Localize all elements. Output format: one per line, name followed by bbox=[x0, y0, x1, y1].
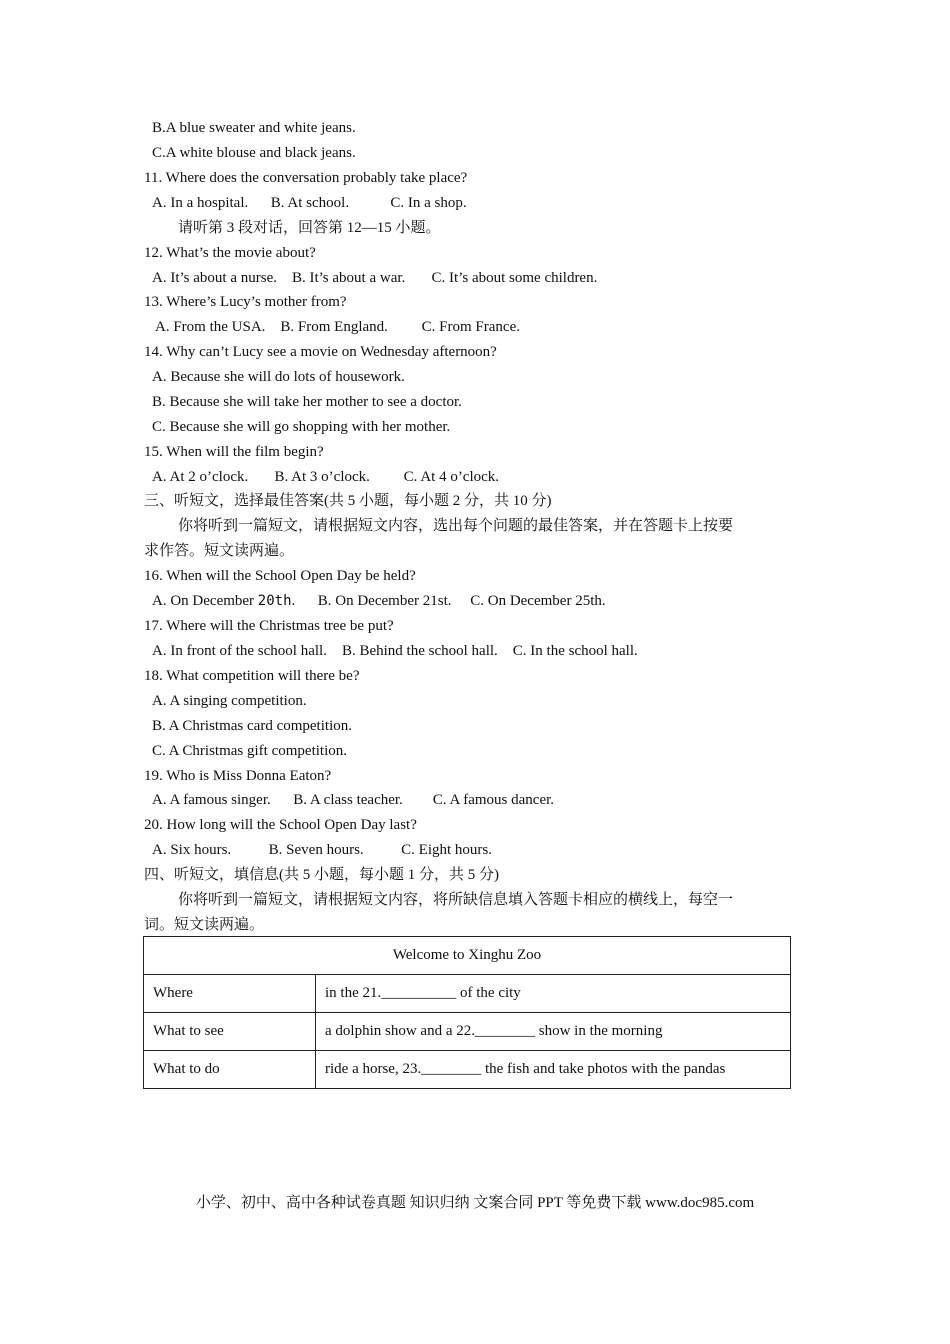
question-14: 14. Why can’t Lucy see a movie on Wednesday afternoon? bbox=[144, 344, 497, 360]
section-3-instruction: 你将听到一篇短文，请根据短文内容，选出每个问题的最佳答案，并在答题卡上按要 bbox=[178, 518, 734, 534]
options-15: A. At 2 o’clock. B. At 3 o’clock. C. At 4 o’clock. bbox=[152, 469, 500, 485]
options-20: A. Six hours. B. Seven hours. C. Eight hours. bbox=[152, 842, 493, 858]
row-value: a dolphin show and a 22.________ show in the morning bbox=[316, 1013, 791, 1051]
table-row bbox=[144, 975, 791, 1013]
option-14b: B. Because she will take her mother to see a doctor. bbox=[152, 394, 462, 410]
question-16: 16. When will the School Open Day be held? bbox=[144, 568, 416, 584]
options-12: A. It’s about a nurse. B. It’s about a war. C. It’s about some children. bbox=[152, 270, 598, 286]
zoo-info-table bbox=[143, 936, 791, 1089]
row-label: What to see bbox=[144, 1013, 316, 1051]
options-16 bbox=[152, 591, 606, 611]
option-18b: B. A Christmas card competition. bbox=[152, 718, 352, 734]
option-line: B.A blue sweater and white jeans. bbox=[152, 120, 356, 136]
question-12: 12. What’s the movie about? bbox=[144, 245, 316, 261]
section-3-instruction-cont: 求作答。短文读两遍。 bbox=[144, 543, 295, 559]
options-13: A. From the USA. B. From England. C. From France. bbox=[155, 319, 520, 335]
question-18: 18. What competition will there be? bbox=[144, 668, 360, 684]
question-13: 13. Where’s Lucy’s mother from? bbox=[144, 294, 347, 310]
question-15: 15. When will the film begin? bbox=[144, 444, 324, 460]
option-line: C.A white blouse and black jeans. bbox=[152, 145, 356, 161]
instruction-dialogue-3: 请听第 3 段对话，回答第 12—15 小题。 bbox=[178, 220, 441, 236]
table-title-row bbox=[144, 937, 791, 975]
table-title: Welcome to Xinghu Zoo bbox=[144, 937, 791, 975]
question-17: 17. Where will the Christmas tree be put? bbox=[144, 618, 394, 634]
option-18c: C. A Christmas gift competition. bbox=[152, 743, 347, 759]
options-17: A. In front of the school hall. B. Behind the school hall. C. In the school hall. bbox=[152, 643, 638, 659]
option-18a: A. A singing competition. bbox=[152, 693, 307, 709]
section-3-heading: 三、听短文，选择最佳答案(共 5 小题，每小题 2 分，共 10 分) bbox=[144, 493, 552, 509]
option-text: A. On December bbox=[152, 593, 258, 609]
option-14c: C. Because she will go shopping with her mother. bbox=[152, 419, 451, 435]
options-11: A. In a hospital. B. At school. C. In a shop. bbox=[152, 195, 467, 211]
option-text: . B. On December 21st. C. On December 25th. bbox=[291, 593, 606, 609]
option-14a: A. Because she will do lots of housework. bbox=[152, 369, 405, 385]
table-row bbox=[144, 1013, 791, 1051]
section-4-instruction: 你将听到一篇短文，请根据短文内容，将所缺信息填入答题卡相应的横线上，每空一 bbox=[178, 892, 734, 908]
question-11: 11. Where does the conversation probably take place? bbox=[144, 170, 468, 186]
section-4-heading: 四、听短文，填信息(共 5 小题，每小题 1 分，共 5 分) bbox=[144, 867, 499, 883]
table-row bbox=[144, 1051, 791, 1089]
question-20: 20. How long will the School Open Day last? bbox=[144, 817, 417, 833]
options-19: A. A famous singer. B. A class teacher. C. A famous dancer. bbox=[152, 792, 555, 808]
row-label: Where bbox=[144, 975, 316, 1013]
section-4-instruction-cont: 词。短文读两遍。 bbox=[144, 917, 265, 933]
row-label: What to do bbox=[144, 1051, 316, 1089]
page-footer: 小学、初中、高中各种试卷真题 知识归纳 文案合同 PPT 等免费下载 www.doc985.com bbox=[195, 1195, 755, 1211]
row-value: in the 21.__________ of the city bbox=[316, 975, 791, 1013]
row-value: ride a horse, 23.________ the fish and take photos with the pandas bbox=[316, 1051, 791, 1089]
question-19: 19. Who is Miss Donna Eaton? bbox=[144, 768, 332, 784]
option-date-text: 20th bbox=[257, 593, 292, 609]
